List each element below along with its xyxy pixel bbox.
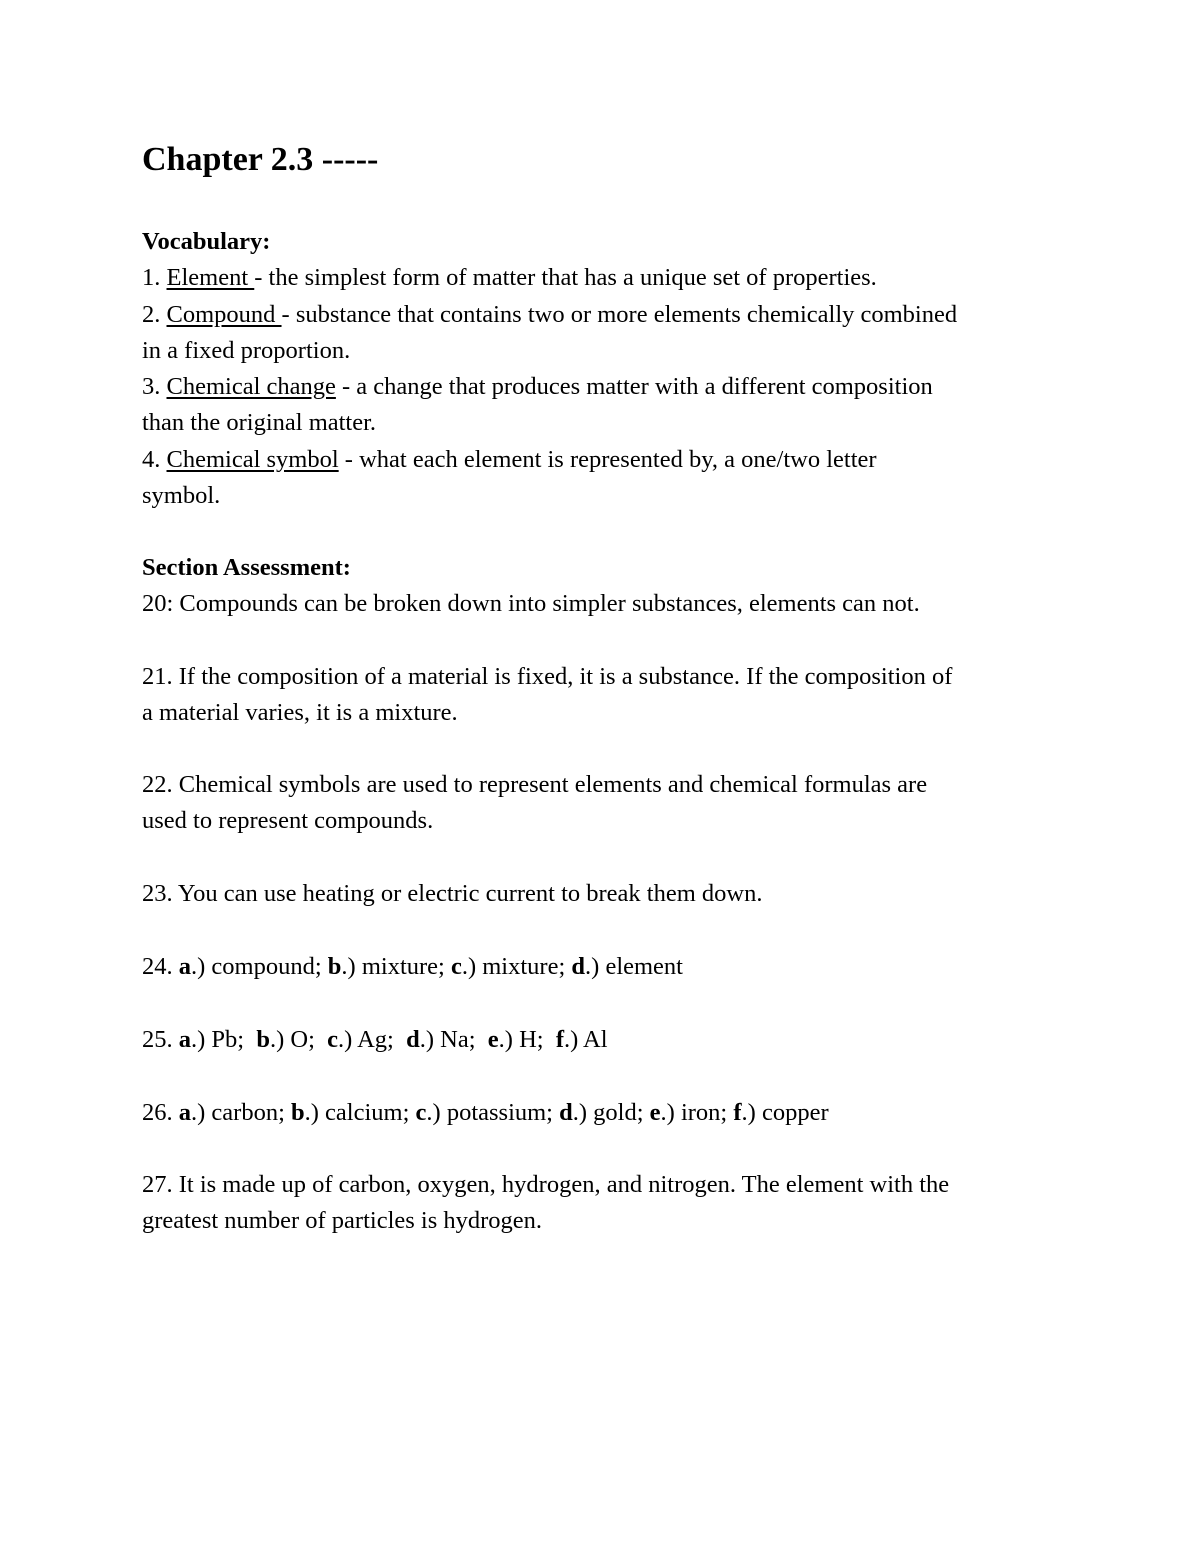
answer-25 — [142, 1022, 1077, 1058]
assessment-heading: Section Assessment: — [142, 554, 351, 581]
vocab-definition: - the simplest form of matter that has a unique set of properties. — [254, 264, 877, 292]
answer-number: 26. — [142, 1099, 179, 1126]
answer-letter: d — [571, 953, 586, 980]
answer-letter: d — [559, 1099, 573, 1126]
page-title: Chapter 2.3 ----- — [142, 141, 379, 178]
answer-text: 21. If the composition of a material is fixed, it is a substance. If the composition of — [142, 663, 953, 690]
answer-text: 22. Chemical symbols are used to represent elements and chemical formulas are — [142, 771, 928, 798]
answer-part: .) gold; — [572, 1099, 650, 1126]
answer-22 — [142, 767, 1077, 840]
answer-part: .) mixture; — [341, 953, 451, 980]
answer-part: .) Na; — [419, 1026, 488, 1053]
vocab-item-1 — [142, 260, 1077, 296]
vocab-definition-continued: in a fixed proportion. — [142, 336, 351, 364]
vocab-item-2 — [142, 297, 1077, 333]
vocab-definition: - what each element is represented by, a one/two letter — [338, 445, 877, 473]
vocab-definition-continued: than the original matter. — [142, 409, 377, 437]
answer-letter: b — [256, 1026, 270, 1053]
answer-letter: c — [327, 1026, 339, 1053]
answer-part: .) H; — [498, 1026, 556, 1053]
answer-part: .) Ag; — [338, 1026, 407, 1053]
answer-part: .) Al — [564, 1026, 608, 1053]
answer-part: .) Pb; — [191, 1026, 257, 1053]
answer-text: used to represent compounds. — [142, 807, 434, 835]
answer-text: 23. You can use heating or electric current to break them down. — [142, 880, 763, 907]
vocab-item-3 — [142, 369, 1077, 405]
answer-letter: e — [649, 1099, 661, 1126]
answer-letter: a — [178, 1026, 191, 1053]
answer-20: 20: Compounds can be broken down into simpler substances, elements can not. — [142, 590, 920, 618]
answer-part: .) mixture; — [461, 953, 572, 980]
answer-23 — [142, 876, 1077, 912]
answer-letter: d — [406, 1026, 420, 1053]
vocab-term: Chemical change — [166, 373, 336, 401]
answer-part: .) O; — [269, 1026, 328, 1053]
vocabulary-section — [142, 224, 1077, 514]
answer-part: .) compound; — [191, 953, 328, 980]
answer-letter: f — [555, 1026, 564, 1053]
vocabulary-heading: Vocabulary: — [142, 228, 271, 255]
answer-letter: a — [178, 1099, 191, 1126]
vocab-item-number: 3. — [142, 373, 167, 401]
vocab-item-number: 1. — [142, 264, 167, 292]
vocab-term: Chemical symbol — [166, 445, 339, 473]
answer-27 — [142, 1167, 1077, 1240]
vocab-term: Compound — [166, 300, 282, 328]
answer-text: greatest number of particles is hydrogen. — [142, 1207, 543, 1235]
answer-letter: b — [291, 1099, 305, 1126]
answer-part: .) calcium; — [304, 1099, 416, 1126]
answer-part: .) iron; — [660, 1099, 734, 1126]
vocab-item-number: 4. — [142, 445, 167, 473]
answer-letter: c — [415, 1099, 427, 1126]
answer-21 — [142, 659, 1077, 732]
answer-text: a material varies, it is a mixture. — [142, 699, 458, 727]
answer-letter: b — [327, 953, 342, 980]
answer-number: 25. — [142, 1026, 179, 1053]
vocab-definition: - substance that contains two or more elements chemically combined — [281, 300, 958, 328]
vocab-definition: - a change that produces matter with a different composition — [335, 373, 933, 401]
answer-text — [142, 1095, 1077, 1131]
answer-letter: e — [487, 1026, 499, 1053]
vocab-item-4 — [142, 442, 1077, 478]
answer-part: .) potassium; — [426, 1099, 560, 1126]
vocab-definition-continued: symbol. — [142, 482, 221, 510]
answer-part: .) carbon; — [191, 1099, 291, 1126]
vocab-term: Element — [166, 264, 255, 292]
answer-text — [142, 949, 1077, 985]
answer-number: 24. — [142, 953, 179, 980]
answer-24 — [142, 949, 1077, 985]
vocab-item-number: 2. — [142, 300, 167, 328]
assessment-section — [142, 550, 1077, 623]
answer-letter: c — [450, 953, 462, 980]
answer-part: .) element — [585, 953, 683, 980]
answer-letter: a — [178, 953, 191, 980]
answer-26 — [142, 1095, 1077, 1131]
answer-part: .) copper — [741, 1099, 829, 1126]
answer-letter: f — [733, 1099, 742, 1126]
answer-text — [142, 1022, 1077, 1058]
answer-text: 27. It is made up of carbon, oxygen, hydrogen, and nitrogen. The element with the — [142, 1171, 950, 1198]
